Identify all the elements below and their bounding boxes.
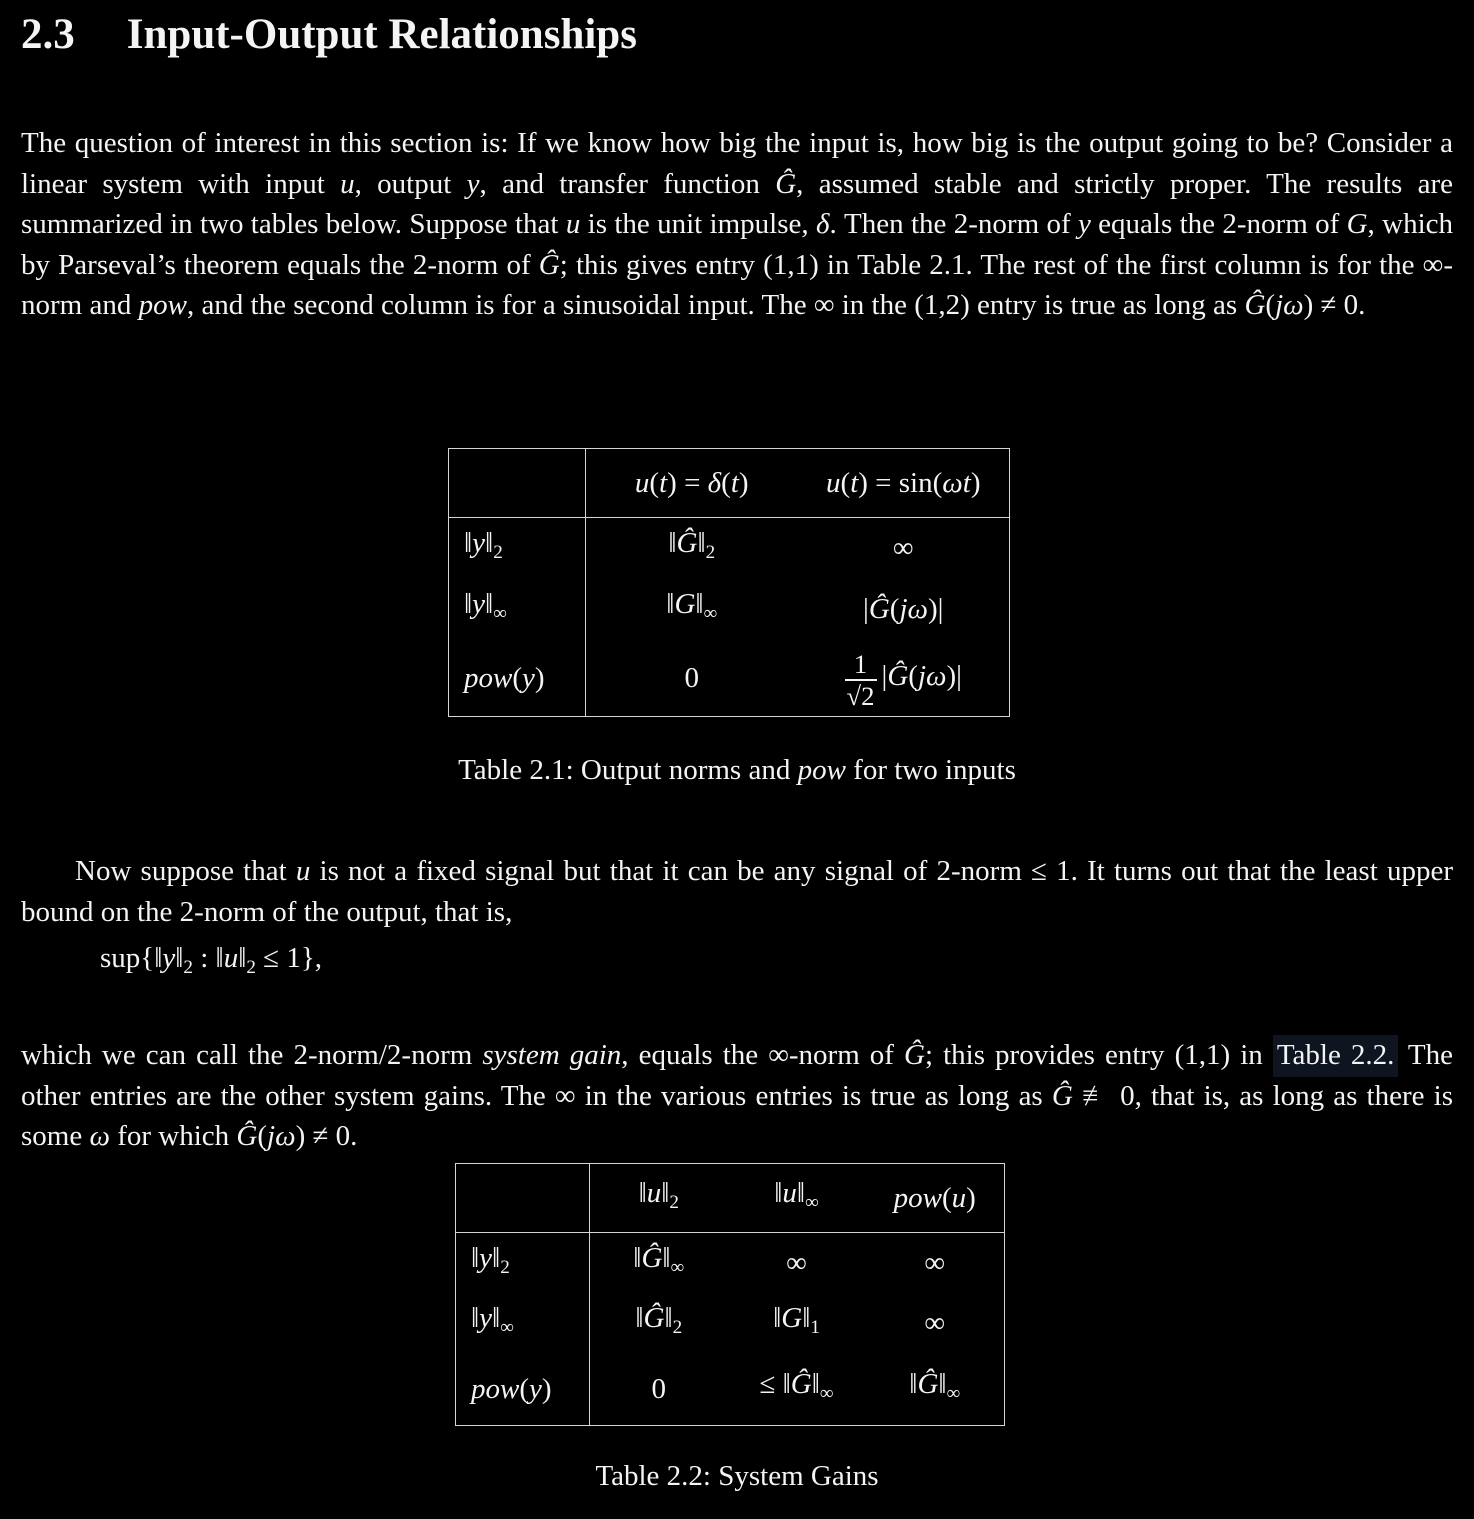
text-run: | (881, 659, 888, 692)
text-run: ∞ (703, 602, 718, 624)
text-run: y (472, 526, 486, 559)
text-run: ‖ (796, 1176, 806, 1209)
text-run: pow (138, 289, 187, 321)
text-run: ( (840, 466, 851, 499)
text-run: y (162, 942, 176, 974)
table-cell (590, 1353, 728, 1426)
text-run: , equals the ∞-norm of (621, 1039, 905, 1071)
text-run: Ĝ (790, 1367, 812, 1400)
text-run: ‖ (492, 1241, 501, 1274)
text-run: system gain (482, 1039, 622, 1071)
paragraph-suppose (21, 851, 1453, 932)
table-cell (728, 1293, 866, 1353)
text-run: ( (257, 1120, 268, 1152)
text-run: Now suppose that (75, 855, 296, 887)
text-run: The question of interest in this section is: If we know how big the input is, how big is the output going to be? Consider a linear system with input (21, 127, 1453, 200)
table-col-header (590, 1164, 728, 1233)
section-heading (21, 8, 637, 62)
text-run: 2 (500, 1256, 510, 1278)
text-run: 2 (183, 957, 193, 979)
text-run: ≢ 0, that is, as long as there is some (21, 1079, 1453, 1152)
text-run: ( (1265, 289, 1276, 321)
table-col-header (866, 1164, 1005, 1233)
text-run: Ĝ (775, 167, 797, 200)
section-number: 2.3 (21, 11, 75, 58)
text-run: ‖ (774, 1176, 783, 1209)
text-run: y (472, 587, 486, 620)
text-run: ‖ (802, 1301, 811, 1334)
fraction: $\frac{1}{√2}$ (846, 648, 875, 711)
text-run: jω (267, 1120, 296, 1152)
text-run: ∞ (670, 1256, 685, 1278)
table-col-header (728, 1164, 866, 1233)
text-run: ‖ (154, 942, 163, 974)
text-run: ∞ (924, 1306, 946, 1339)
text-run: ‖ (697, 526, 706, 559)
table-row-header (449, 578, 586, 640)
text-run: pow (464, 661, 513, 694)
table-cell (590, 1293, 728, 1353)
table-row (449, 518, 1010, 579)
text-run: δ (707, 466, 722, 499)
table-cell (586, 518, 798, 579)
table-row-header (456, 1353, 590, 1426)
text-run: ‖ (661, 1176, 670, 1209)
table-cell (798, 578, 1010, 640)
text-run: ∞ (500, 1316, 514, 1338)
text-run: ∞ (924, 1246, 946, 1279)
table-2-2-link[interactable]: Table 2.2. (1273, 1035, 1399, 1077)
text-run: Ĝ (538, 248, 560, 281)
table-cell (798, 518, 1010, 579)
paragraph-system-gain (21, 1035, 1453, 1157)
text-run: Ĝ (904, 1039, 925, 1071)
text-run: ωt (942, 466, 971, 499)
text-run: ≤ 1}, (255, 942, 322, 974)
table-cell (586, 578, 798, 640)
text-run: u (295, 855, 311, 887)
text-run: ‖ (695, 587, 704, 620)
text-run: which we can call the 2-norm/2-norm (21, 1039, 483, 1071)
text-run: ) = sin( (858, 466, 943, 499)
text-run: , and transfer function (479, 167, 776, 200)
text-run: ( (519, 1372, 530, 1405)
table-2-2-caption (0, 1456, 1474, 1497)
text-run: ‖ (238, 942, 247, 974)
table-cell (798, 640, 1010, 717)
text-run: y (479, 1241, 493, 1274)
table-cell (586, 640, 798, 717)
paragraph-intro (21, 123, 1453, 326)
text-run: u (634, 466, 650, 499)
table-cell (590, 1233, 728, 1294)
text-run: Table 2.1: Output norms and (458, 754, 798, 786)
text-run: ‖ (773, 1301, 782, 1334)
table-cell (728, 1353, 866, 1426)
text-run: 2 (705, 541, 716, 563)
text-run: t (730, 466, 739, 499)
table-row (456, 1293, 1005, 1353)
text-run: y (1077, 208, 1091, 240)
text-run: δ (815, 208, 830, 240)
text-run: u (646, 1176, 662, 1209)
text-run: ‖ (471, 1301, 480, 1334)
text-run: is not a fixed signal but that it can be any signal of 2-norm ≤ 1. It turns out that the least upper bound on the 2-norm of the output, that is, (21, 855, 1453, 928)
text-run: | (863, 592, 869, 625)
text-run: jω (917, 659, 947, 692)
text-run: for two inputs (845, 754, 1016, 786)
text-run: is the unit impulse, (580, 208, 816, 240)
text-run: ‖ (485, 526, 494, 559)
text-run: pow (893, 1181, 942, 1214)
text-run: ( (889, 592, 900, 625)
text-run: The other entries are the other system gains. The ∞ in the various entries is true as long as (21, 1039, 1454, 1112)
text-run: ω (89, 1120, 110, 1152)
table-corner-cell (456, 1164, 590, 1233)
text-run: ) = (667, 466, 708, 499)
text-run: ‖ (471, 1241, 480, 1274)
table-cell (866, 1293, 1005, 1353)
text-run: ‖ (638, 1176, 647, 1209)
text-run: t (659, 466, 668, 499)
text-run: ( (721, 466, 731, 499)
text-run: ‖ (485, 587, 494, 620)
text-run: u (826, 466, 841, 499)
text-run: Ĝ (643, 1301, 665, 1334)
text-run: y (466, 167, 480, 200)
text-run: ∞ (493, 602, 507, 624)
text-run: Table 2.2: System Gains (595, 1460, 879, 1492)
section-title: Input-Output Relationships (126, 11, 637, 58)
text-run: ‖ (215, 942, 224, 974)
text-run: G (674, 587, 696, 620)
text-run: 2 (246, 957, 256, 979)
text-run: ( (512, 661, 523, 694)
text-run: u (340, 167, 355, 200)
text-run: 1 (810, 1316, 820, 1338)
table-col-header (798, 449, 1010, 518)
text-run: y (522, 661, 535, 694)
text-run: u (951, 1181, 967, 1214)
text-run: jω (899, 592, 928, 625)
table-2-2 (455, 1163, 1005, 1426)
text-run: G (1346, 208, 1368, 240)
text-run: ‖ (666, 587, 675, 620)
table-row-header (456, 1233, 590, 1294)
text-run: ‖ (664, 1301, 673, 1334)
text-run: ‖ (782, 1367, 791, 1400)
text-run: u (565, 208, 581, 240)
table-2-1 (448, 448, 1010, 717)
text-run: Ĝ (641, 1241, 663, 1274)
text-run: ; this gives entry (1,1) in Table 2.1. The rest of the first column is for the ∞-norm and (21, 248, 1453, 321)
text-run: ‖ (464, 526, 473, 559)
text-run: sup{ (100, 942, 155, 974)
text-run: Ĝ (676, 526, 698, 559)
text-run: : (192, 942, 216, 974)
text-run: G (781, 1301, 803, 1334)
table-2-2-container (455, 1163, 1005, 1426)
text-run: ‖ (662, 1241, 671, 1274)
text-run: Ĝ (917, 1367, 939, 1400)
text-run: , which by Parseval’s theorem equals the 2-norm of (21, 208, 1454, 281)
table-row (449, 578, 1010, 640)
text-run: jω (1275, 289, 1304, 321)
table-row (449, 449, 1010, 518)
table-corner-cell (449, 449, 586, 518)
table-row-header (456, 1293, 590, 1353)
text-run: 0 (651, 1372, 666, 1405)
text-run: y (529, 1372, 542, 1405)
text-run: ∞ (819, 1382, 834, 1404)
text-run: ( (908, 659, 918, 692)
text-run: Ĝ (868, 592, 890, 625)
text-run: )| (946, 659, 962, 692)
text-run: ) (966, 1181, 976, 1214)
table-row (456, 1353, 1005, 1426)
text-run: ( (942, 1181, 952, 1214)
table-row-header (449, 640, 586, 717)
text-run: ‖ (938, 1367, 947, 1400)
text-run: ∞ (805, 1191, 819, 1213)
text-run: 2 (669, 1191, 679, 1213)
text-run: 0 (684, 661, 699, 694)
text-run: ‖ (909, 1367, 918, 1400)
text-run: , assumed stable and strictly proper. The results are summarized in two tables below. Suppose that (21, 167, 1454, 240)
text-run: for which (109, 1120, 237, 1152)
text-run: Ĝ (1244, 289, 1266, 321)
table-row-header (449, 518, 586, 579)
text-run: 2 (493, 541, 503, 563)
table-cell (866, 1233, 1005, 1294)
text-run: ( (649, 466, 660, 499)
text-run: ) (738, 466, 749, 499)
display-equation (100, 938, 322, 989)
text-run: ) (970, 466, 981, 499)
text-run: ‖ (635, 1301, 644, 1334)
table-row (456, 1164, 1005, 1233)
text-run: Ĝ (887, 659, 909, 692)
text-run: ‖ (811, 1367, 820, 1400)
text-run: u (782, 1176, 797, 1209)
text-run: 2 (672, 1316, 683, 1338)
text-run: ≤ (759, 1367, 783, 1400)
table-row (449, 640, 1010, 717)
text-run: ) (534, 661, 545, 694)
text-run: ‖ (175, 942, 184, 974)
text-run: ‖ (633, 1241, 642, 1274)
text-run: ) ≠ 0. (295, 1120, 358, 1152)
text-run: ∞ (946, 1382, 961, 1404)
text-run: ‖ (464, 587, 473, 620)
table-cell (866, 1353, 1005, 1426)
text-run: y (479, 1301, 493, 1334)
text-run: pow (797, 754, 846, 786)
text-run: ) ≠ 0. (1303, 289, 1366, 321)
table-col-header (586, 449, 798, 518)
text-run: . Then the 2-norm of (829, 208, 1078, 240)
text-run: ‖ (492, 1301, 501, 1334)
text-run: )| (928, 592, 944, 625)
text-run: ) (541, 1372, 552, 1405)
table-2-1-caption (0, 750, 1474, 791)
text-run: pow (471, 1372, 520, 1405)
text-run: Ĝ (236, 1120, 258, 1152)
table-row (456, 1233, 1005, 1294)
text-run: u (223, 942, 239, 974)
text-run: , and the second column is for a sinusoidal input. The ∞ in the (1,2) entry is true as long as (186, 289, 1245, 321)
text-run: ; this provides entry (1,1) in (924, 1039, 1273, 1071)
text-run: , output (354, 167, 467, 200)
text-run: ‖ (668, 526, 677, 559)
text-run: ∞ (892, 531, 914, 564)
text-run: ∞ (786, 1246, 807, 1279)
text-run: equals the 2-norm of (1090, 208, 1347, 240)
table-cell (728, 1233, 866, 1294)
text-run: Ĝ (1051, 1079, 1073, 1112)
text-run: t (850, 466, 859, 499)
table-2-1-container (448, 448, 1010, 717)
